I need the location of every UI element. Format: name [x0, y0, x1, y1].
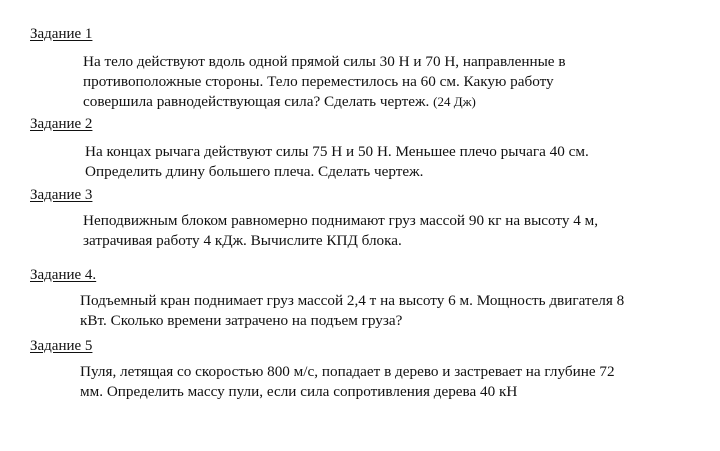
task-1-line-1: На тело действуют вдоль одной прямой силы 30 Н и 70 Н, направленные в	[83, 53, 566, 70]
task-1-line-2: противоположные стороны. Тело переместилось на 60 см. Какую работу	[83, 73, 554, 90]
task-1-line-3	[83, 92, 643, 112]
task-1-text	[83, 52, 643, 112]
task-3-text	[83, 211, 678, 251]
task-3-line-2: затрачивая работу 4 кДж. Вычислите КПД блока.	[83, 232, 402, 249]
task-1-answer: (24 Дж)	[433, 94, 476, 109]
task-5-line-2: мм. Определить массу пули, если сила сопротивления дерева 40 кН	[80, 383, 518, 400]
task-4-line-2: кВт. Сколько времени затрачено на подъем груза?	[80, 312, 403, 329]
task-5-text	[80, 362, 680, 402]
task-5-heading: Задание 5	[30, 338, 93, 354]
task-3-line-1: Неподвижным блоком равномерно поднимают груз массой 90 кг на высоту 4 м,	[83, 212, 599, 229]
task-3-heading: Задание 3	[30, 187, 93, 203]
task-2-heading: Задание 2	[30, 116, 93, 132]
task-2-line-2: Определить длину большего плеча. Сделать чертеж.	[85, 163, 424, 180]
task-4-text	[80, 291, 680, 331]
task-1-heading: Задание 1	[30, 26, 93, 42]
task-4-line-1: Подъемный кран поднимает груз массой 2,4 т на высоту 6 м. Мощность двигателя 8	[80, 292, 625, 309]
task-5-line-1: Пуля, летящая со скоростью 800 м/с, попадает в дерево и застревает на глубине 72	[80, 363, 615, 380]
task-2-line-1: На концах рычага действуют силы 75 Н и 50 Н. Меньшее плечо рычага 40 см.	[85, 143, 589, 160]
task-4-heading: Задание 4.	[30, 267, 97, 283]
task-1-line-3-text: совершила равнодействующая сила? Сделать чертеж.	[83, 93, 430, 110]
task-2-text	[85, 142, 665, 182]
